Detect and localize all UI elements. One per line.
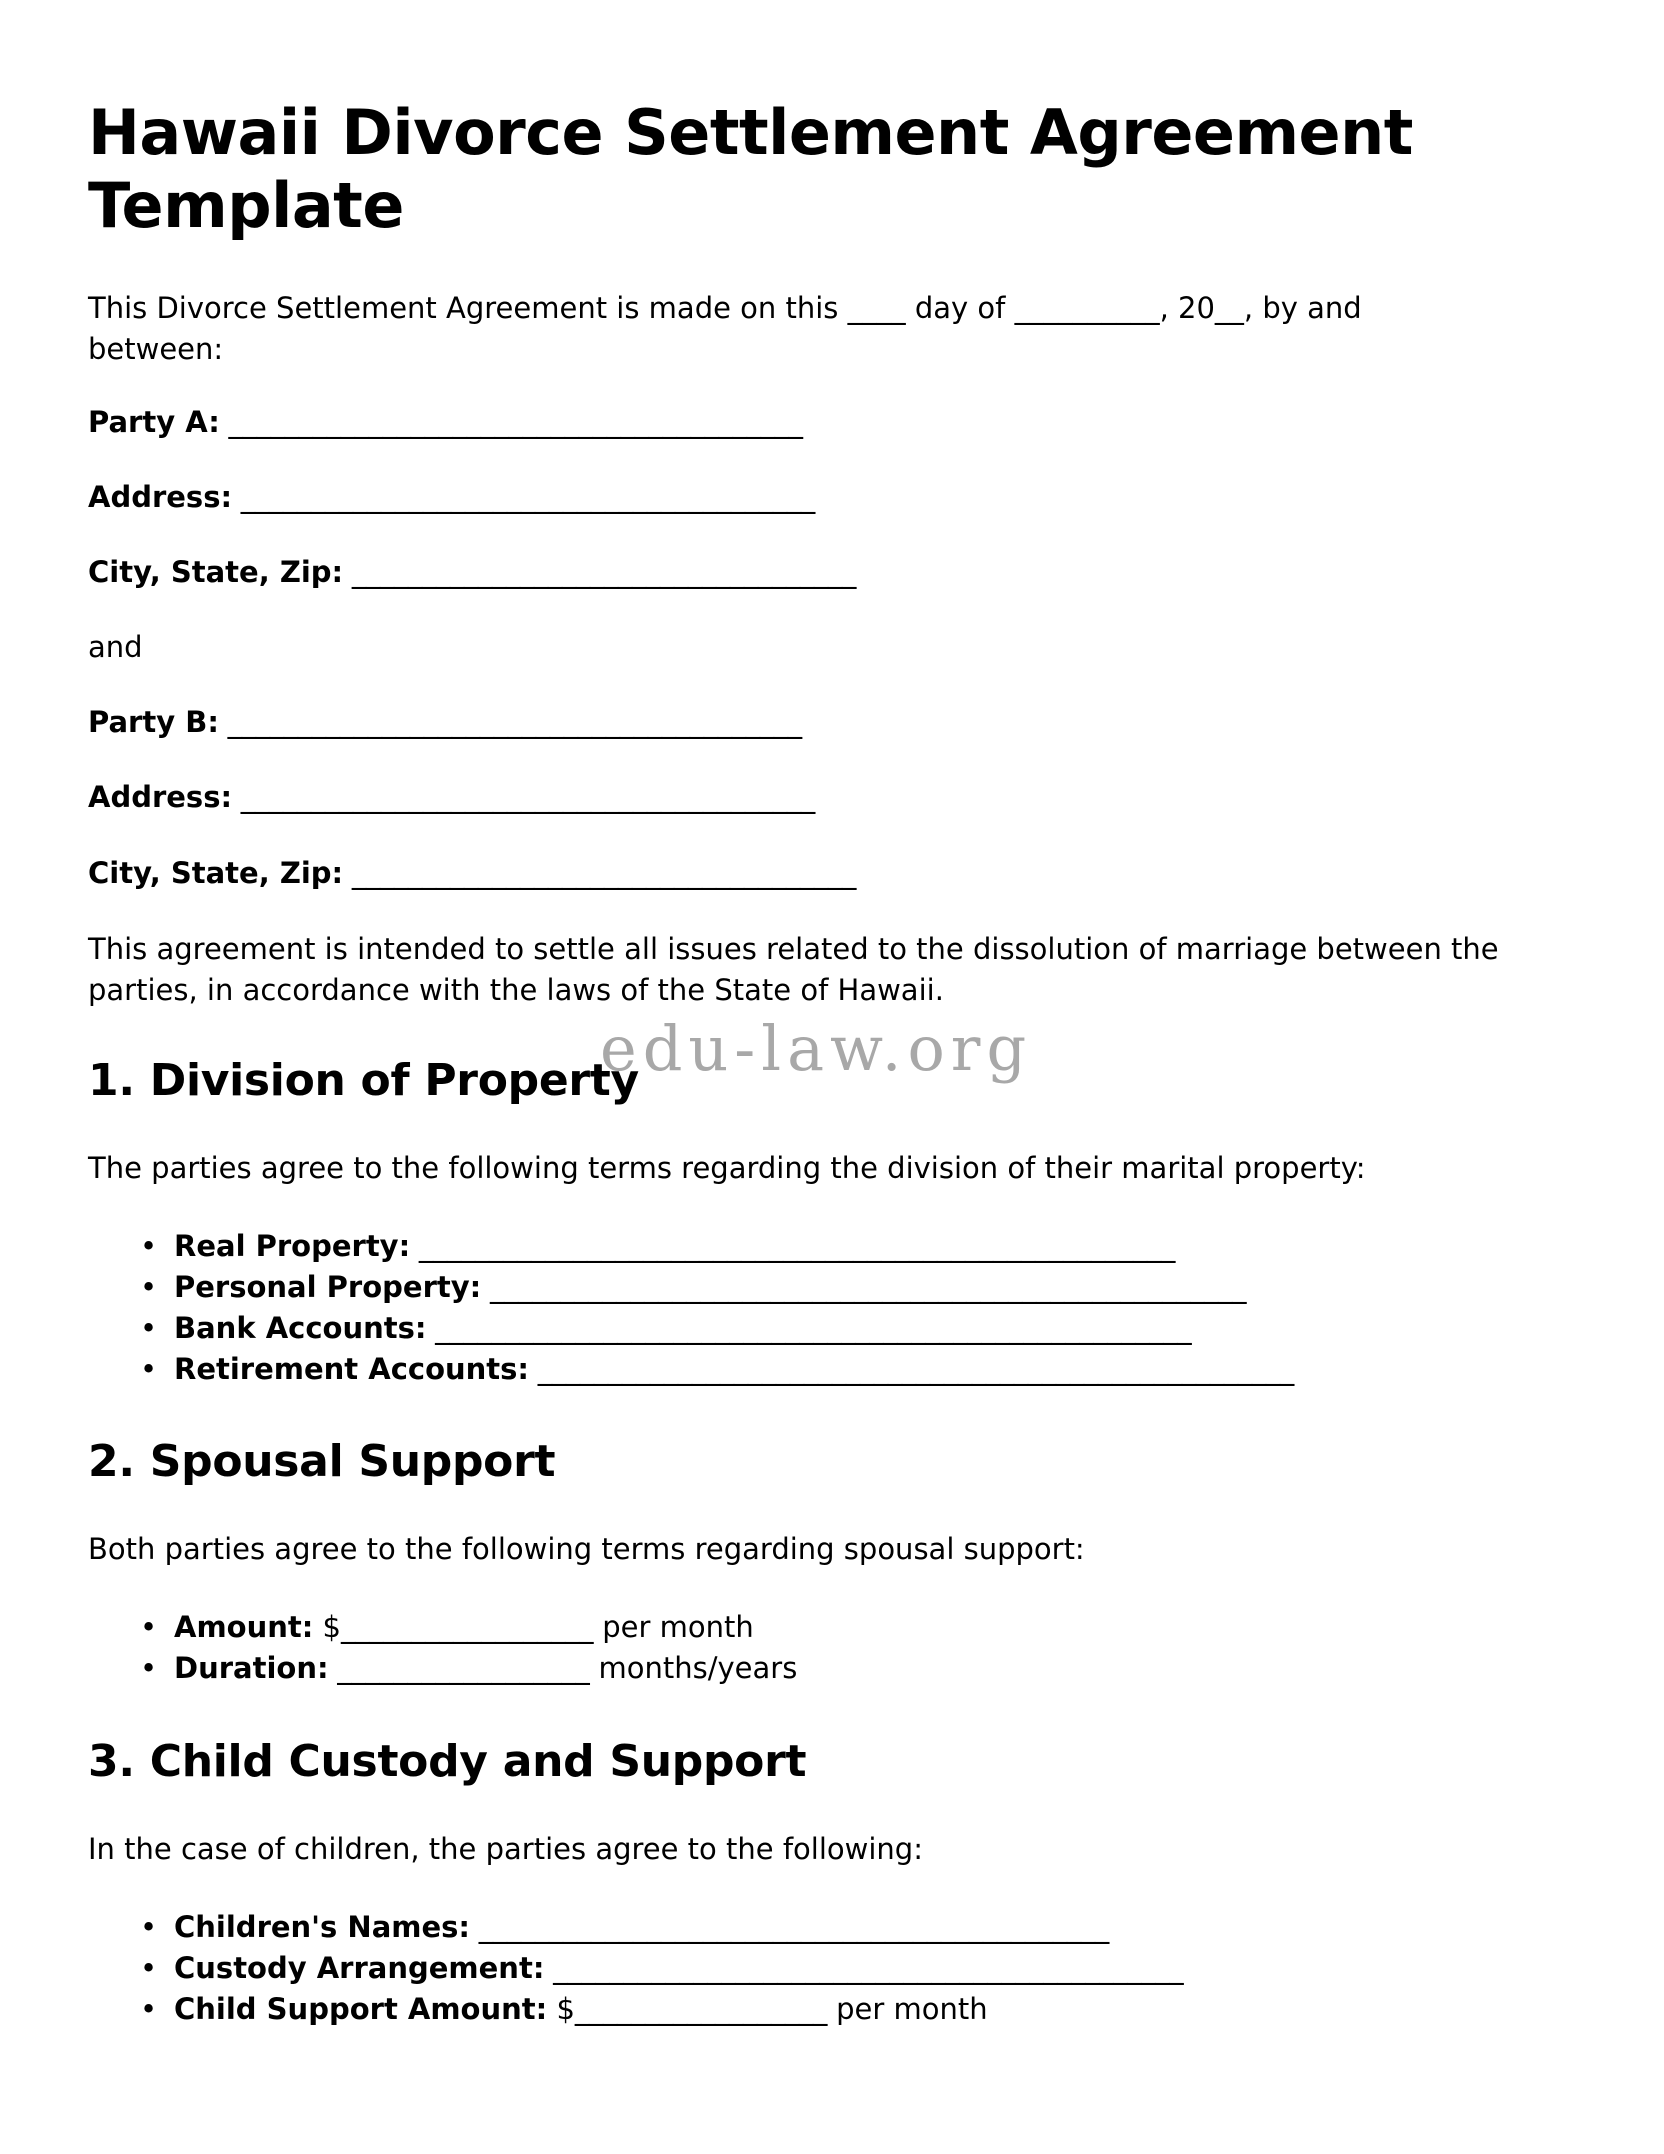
list-item (88, 1309, 1504, 1348)
item-currency: $ (547, 1991, 575, 2026)
item-label: Children's Names: (174, 1910, 471, 1945)
item-currency: $ (313, 1610, 342, 1645)
list-item (88, 1608, 1504, 1647)
item-blank[interactable]: ______________________________________________________ (529, 1351, 1294, 1386)
list-item (88, 1908, 1504, 1947)
list-item (88, 1649, 1504, 1688)
item-label: Child Support Amount: (174, 1991, 548, 2026)
item-blank[interactable]: __________________ (341, 1610, 594, 1645)
party-a-name-row (88, 403, 1504, 442)
item-suffix: per month (593, 1610, 754, 1645)
list-item (88, 1949, 1504, 1988)
list-item (88, 1350, 1504, 1389)
parties-conjunction: and (88, 630, 143, 665)
item-label: Custody Arrangement: (174, 1950, 545, 1985)
item-blank[interactable]: ______________________________________________________ (426, 1310, 1192, 1345)
item-blank[interactable]: __________________ (328, 1651, 590, 1686)
party-a-city-blank[interactable]: ____________________________________ (343, 554, 856, 589)
party-a-name-label: Party A: (88, 404, 220, 439)
party-a-city-label: City, State, Zip: (88, 554, 344, 589)
party-b-address-row (88, 778, 1504, 817)
section-heading-spousal-support: 2. Spousal Support (88, 1436, 556, 1488)
party-b-name-blank[interactable]: _________________________________________ (218, 705, 802, 740)
item-blank[interactable]: __________________ (574, 1991, 827, 2026)
section-intro-division-of-property: The parties agree to the following terms regarding the division of their marital property: (88, 1150, 1366, 1185)
watermark-text: edu-law.org (600, 1012, 1033, 1085)
list-item (88, 1268, 1504, 1307)
item-label: Bank Accounts: (174, 1310, 427, 1345)
list-child-custody-and-support (88, 1908, 1504, 2029)
party-b-name-row (88, 703, 1504, 742)
purpose-paragraph: This agreement is intended to settle all issues related to the dissolution of marriage between the parties, in accordance with the laws of the State of Hawaii. (88, 931, 1499, 1007)
item-blank[interactable]: _____________________________________________ (544, 1950, 1184, 1985)
party-b-address-label: Address: (88, 780, 233, 815)
item-blank[interactable]: ______________________________________________________ (410, 1228, 1175, 1263)
party-a-name-blank[interactable]: _________________________________________ (219, 404, 803, 439)
party-b-city-label: City, State, Zip: (88, 855, 344, 890)
party-b-city-row (88, 854, 1504, 893)
item-label: Real Property: (174, 1228, 411, 1263)
item-label: Retirement Accounts: (174, 1351, 530, 1386)
party-b-city-blank[interactable]: ____________________________________ (343, 855, 856, 890)
section-heading-division-of-property: 1. Division of Property (88, 1054, 639, 1106)
section-heading-child-custody-and-support: 3. Child Custody and Support (88, 1736, 807, 1788)
list-item (88, 1227, 1504, 1266)
item-blank[interactable]: _____________________________________________ (470, 1910, 1109, 1945)
page-title: Hawaii Divorce Settlement Agreement Template (88, 96, 1413, 243)
item-label: Personal Property: (174, 1269, 482, 1304)
item-suffix: per month (826, 1991, 988, 2026)
list-division-of-property (88, 1227, 1504, 1388)
item-label: Duration: (174, 1651, 329, 1686)
list-spousal-support (88, 1608, 1504, 1688)
section-intro-spousal-support: Both parties agree to the following terms regarding spousal support: (88, 1532, 1085, 1567)
party-b-name-label: Party B: (88, 705, 219, 740)
party-a-address-label: Address: (88, 479, 233, 514)
party-b-address-blank[interactable]: _________________________________________ (232, 780, 815, 815)
party-a-address-blank[interactable]: _________________________________________ (232, 479, 815, 514)
item-label: Amount: (174, 1610, 314, 1645)
intro-paragraph: This Divorce Settlement Agreement is made on this ____ day of __________, 20__, by and between: (88, 291, 1362, 367)
section-intro-child-custody-and-support: In the case of children, the parties agree to the following: (88, 1831, 923, 1866)
list-item (88, 1990, 1504, 2029)
item-suffix: months/years (589, 1651, 798, 1686)
party-a-address-row (88, 478, 1504, 517)
item-blank[interactable]: ______________________________________________________ (481, 1269, 1246, 1304)
party-a-city-row (88, 553, 1504, 592)
